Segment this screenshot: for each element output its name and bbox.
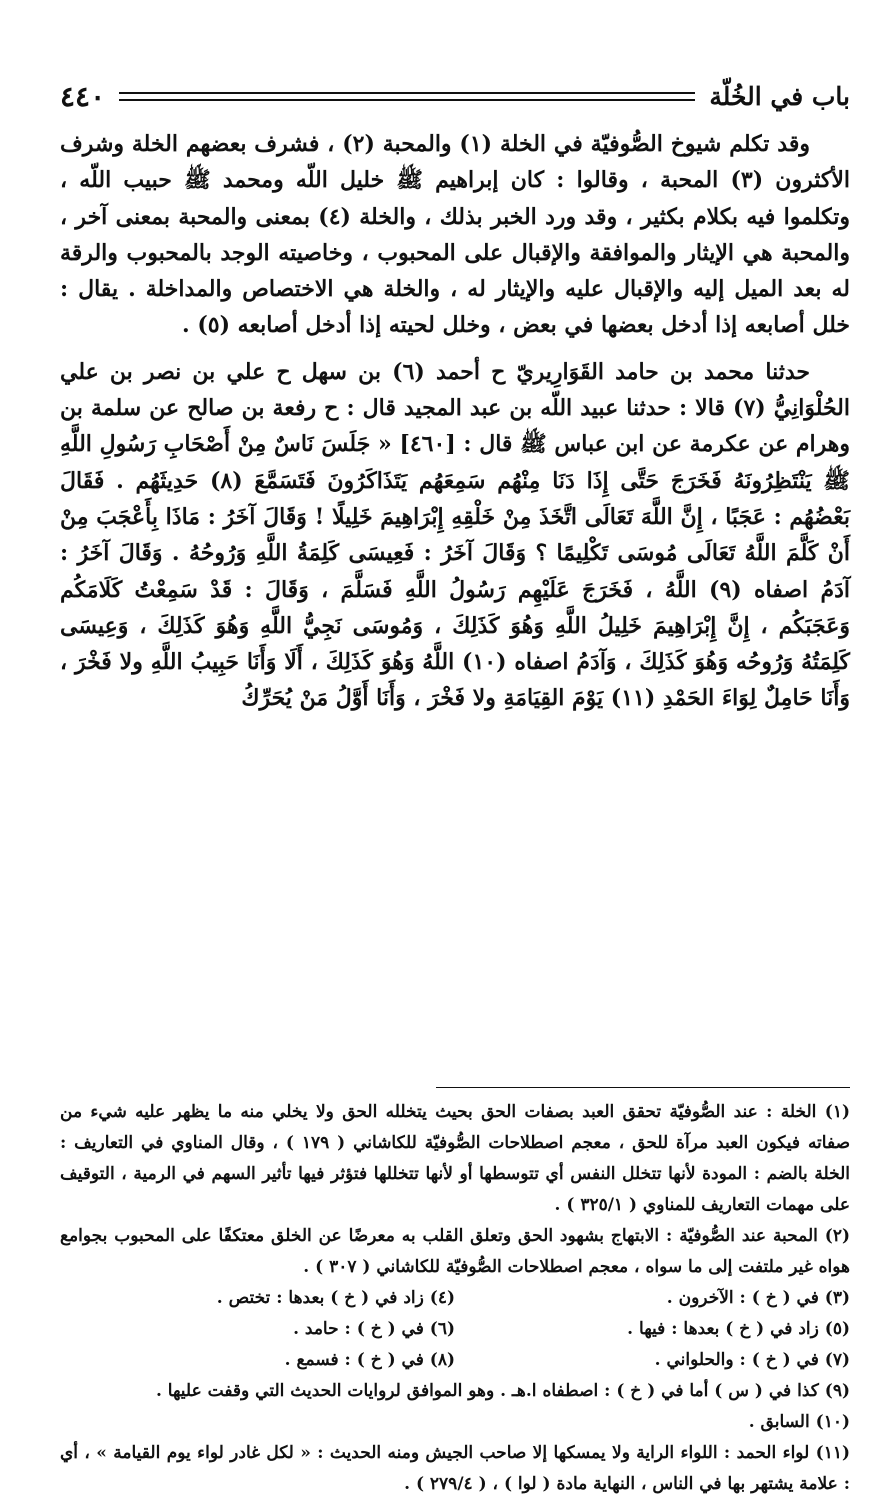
running-header [60, 76, 850, 116]
footnote-row [60, 1345, 850, 1376]
footnote-2: (٢) المحبة عند الصُّوفيّة : الابتهاج بشهود الحق وتعلق القلب به معرضًا عن الخلق معتكفًا على المحبوب بجوامع هواه غير ملتفت إلى ما سواه ، معجم اصطلاحات الصُّوفيّة للكاشاني ( ٣٠٧ ) . [60, 1226, 850, 1277]
footnotes [60, 1097, 850, 1500]
header-double-rule [119, 92, 695, 101]
footnote-row [60, 1283, 850, 1314]
page-number: ٤٤٠ [60, 79, 106, 113]
footnote-4: (٤) زاد في ( خ ) بعدها : تختص . [216, 1288, 455, 1308]
footnote-6: (٦) في ( خ ) : حامد . [293, 1319, 455, 1339]
footnote-5: (٥) زاد في ( خ ) بعدها : فيها . [627, 1319, 850, 1339]
footnote-10: (١٠) السابق . [748, 1412, 850, 1432]
footnote-3: (٣) في ( خ ) : الآخرون . [666, 1288, 850, 1308]
footnote-separator [436, 1087, 850, 1088]
footnote-11: (١١) لواء الحمد : اللواء الراية ولا يمسكها إلا صاحب الجيش ومنه الحديث : « لكل غادر لواء يوم القيامة » ، أي : علامة يشتهر بها في الناس ، النهاية مادة ( لوا ) ، ( ٢٧٩/٤ ) . [60, 1443, 850, 1494]
footnote-1: (١) الخلة : عند الصُّوفيّة تحقق العبد بصفات الحق بحيث يتخلله الحق ولا يخلي منه ما يظهر عليه شيء من صفاته فيكون العبد مرآة للحق ، معجم اصطلاحات الصُّوفيّة للكاشاني ( ١٧٩ ) ، وقال المناوي في التعاريف : الخلة بالضم : المودة لأنها تتخلل النفس أي تتوسطها أو لأنها تتخللها فتؤثر فيها تأثير السهم في الرمية ، التوقيف على مهمات التعاريف للمناوي ( ٣٢٥/١ ) . [60, 1102, 851, 1215]
footnote-9: (٩) كذا في ( س ) أما في ( خ ) : اصطفاه ا.هـ . وهو الموافق لروايات الحديث التي وقفت عليها . [155, 1381, 850, 1401]
paragraph-sufi-khulla: وقد تكلم شيوخ الصُّوفيّة في الخلة (١) والمحبة (٢) ، فشرف بعضهم الخلة وشرف الأكثرون (٣) المحبة ، وقالوا : كان إبراهيم ﷺ خليل اللّه ومحمد ﷺ حبيب اللّه ، وتكلموا فيه بكلام بكثير ، وقد ورد الخبر بذلك ، والخلة (٤) بمعنى والمحبة بمعنى آخر ، والمحبة هي الإيثار والموافقة والإقبال على المحبوب ، وخاصيته الوجد بالمحبوب والرقة له بعد الميل إليه والإقبال عليه والإيثار له ، والخلة هي الاختصاص والمداخلة . يقال : خلل أصابعه إذا أدخل بعضها في بعض ، وخلل لحيته إذا أدخل أصابعه (٥) . [60, 131, 850, 339]
footnote-8: (٨) في ( خ ) : فسمع . [284, 1350, 455, 1370]
footnote-7: (٧) في ( خ ) : والحلواني . [654, 1350, 850, 1370]
chapter-title: باب في الخُلّة [709, 81, 850, 111]
main-text [60, 126, 850, 717]
paragraph-hadith: حدثنا محمد بن حامد القَوَارِيريّ ح أحمد (٦) بن سهل ح علي بن نصر بن علي الحُلْوَانِيُّ (٧) قالا : حدثنا عبيد اللّه بن عبد المجيد قال : ح رفعة بن صالح عن سلمة بن وهرام عن عكرمة عن ابن عباس ﷺ قال : [٤٦٠] « جَلَسَ نَاسٌ مِنْ أَصْحَابِ رَسُولِ اللَّهِ ﷺ يَنْتَظِرُونَهُ فَخَرَجَ حَتَّى إِذَا دَنَا مِنْهُم سَمِعَهُم يَتَذَاكَرُونَ فَتَسَمَّعَ (٨) حَدِيثَهُم . فَقَالَ بَعْضُهُم : عَجَبًا ، إِنَّ اللَّهَ تَعَالَى اتَّخَذَ مِنْ خَلْقِهِ إِبْرَاهِيمَ خَلِيلًا ! وَقَالَ آخَرُ : مَاذَا بِأَعْجَبَ مِنْ أَنْ كَلَّمَ اللَّهُ تَعَالَى مُوسَى تَكْلِيمًا ؟ وَقَالَ آخَرُ : فَعِيسَى كَلِمَةُ اللَّهِ وَرُوحُهُ . وَقَالَ آخَرُ : آدَمُ اصفاه (٩) اللَّهُ ، فَخَرَجَ عَلَيْهِم رَسُولُ اللَّهِ فَسَلَّمَ ، وَقَالَ : قَدْ سَمِعْتُ كَلَامَكُم وَعَجَبَكُم ، إِنَّ إِبْرَاهِيمَ خَلِيلُ اللَّهِ وَهُوَ كَذَلِكَ ، وَمُوسَى نَجِيُّ اللَّهِ وَهُوَ كَذَلِكَ ، وَعِيسَى كَلِمَتُهُ وَرُوحُه وَهُوَ كَذَلِكَ ، وَآدَمُ اصفاه (١٠) اللَّهُ وَهُوَ كَذَلِكَ ، أَلَا وَأَنَا حَبِيبُ اللَّهِ ولا فَخْرَ ، وَأَنَا حَامِلٌ لِوَاءَ الحَمْدِ (١١) يَوْمَ القِيَامَةِ ولا فَخْرَ ، وَأَنَا أَوَّلُ مَنْ يُحَرِّكُ [60, 358, 850, 712]
footnote-row [60, 1314, 850, 1345]
